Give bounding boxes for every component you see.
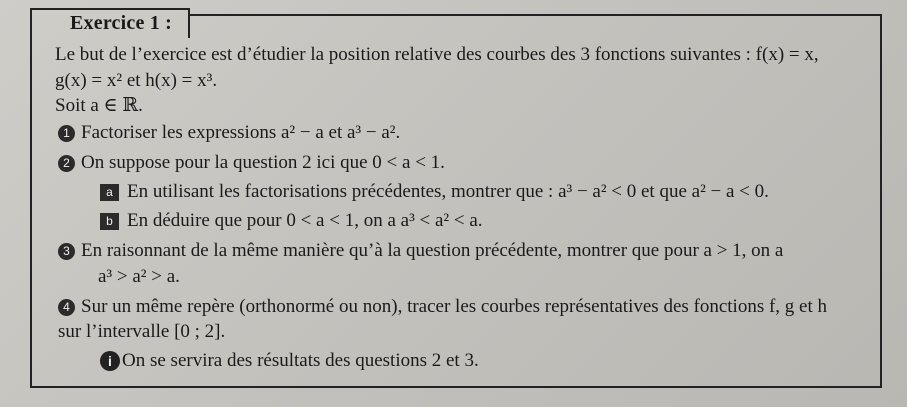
intro-line-2: g(x) = x² et h(x) = x³. [55, 70, 218, 91]
question-1-text: Factoriser les expressions a² − a et a³ − a². [81, 122, 401, 143]
question-1 [58, 122, 400, 144]
question-2a [100, 181, 769, 203]
question-number-badge: 1 [58, 125, 75, 142]
question-4-line-1: Sur un même repère (orthonormé ou non), tracer les courbes représentatives des fonctions f, g et h [81, 296, 828, 317]
question-3 [58, 240, 783, 262]
soit-line: Soit a ∈ ℝ. [55, 95, 143, 116]
subquestion-label-badge: b [100, 213, 119, 230]
question-3-line-1: En raisonnant de la même manière qu’à la question précédente, montrer que pour a > 1, on a [81, 240, 784, 261]
exercise-title: Exercice 1 : [70, 12, 172, 34]
subquestion-label-badge: a [100, 184, 119, 201]
question-2a-text: En utilisant les factorisations précédentes, montrer que : a³ − a² < 0 et que a² − a < 0. [127, 181, 769, 202]
question-2 [58, 152, 445, 174]
question-2b-text: En déduire que pour 0 < a < 1, on a a³ < a² < a. [127, 210, 483, 231]
question-number-badge: 4 [58, 299, 75, 316]
intro-line-1: Le but de l’exercice est d’étudier la position relative des courbes des 3 fonctions suivantes : f(x) = x, [55, 44, 819, 65]
info-icon: i [100, 351, 120, 371]
question-3-line-2: a³ > a² > a. [98, 266, 180, 287]
question-number-badge: 3 [58, 243, 75, 260]
hint-text: On se servira des résultats des questions 2 et 3. [122, 350, 479, 371]
question-4 [58, 296, 827, 318]
question-2b [100, 210, 483, 232]
question-number-badge: 2 [58, 155, 75, 172]
question-2-text: On suppose pour la question 2 ici que 0 < a < 1. [81, 152, 445, 173]
hint [100, 350, 479, 372]
question-4-line-2: sur l’intervalle [0 ; 2]. [58, 321, 226, 342]
